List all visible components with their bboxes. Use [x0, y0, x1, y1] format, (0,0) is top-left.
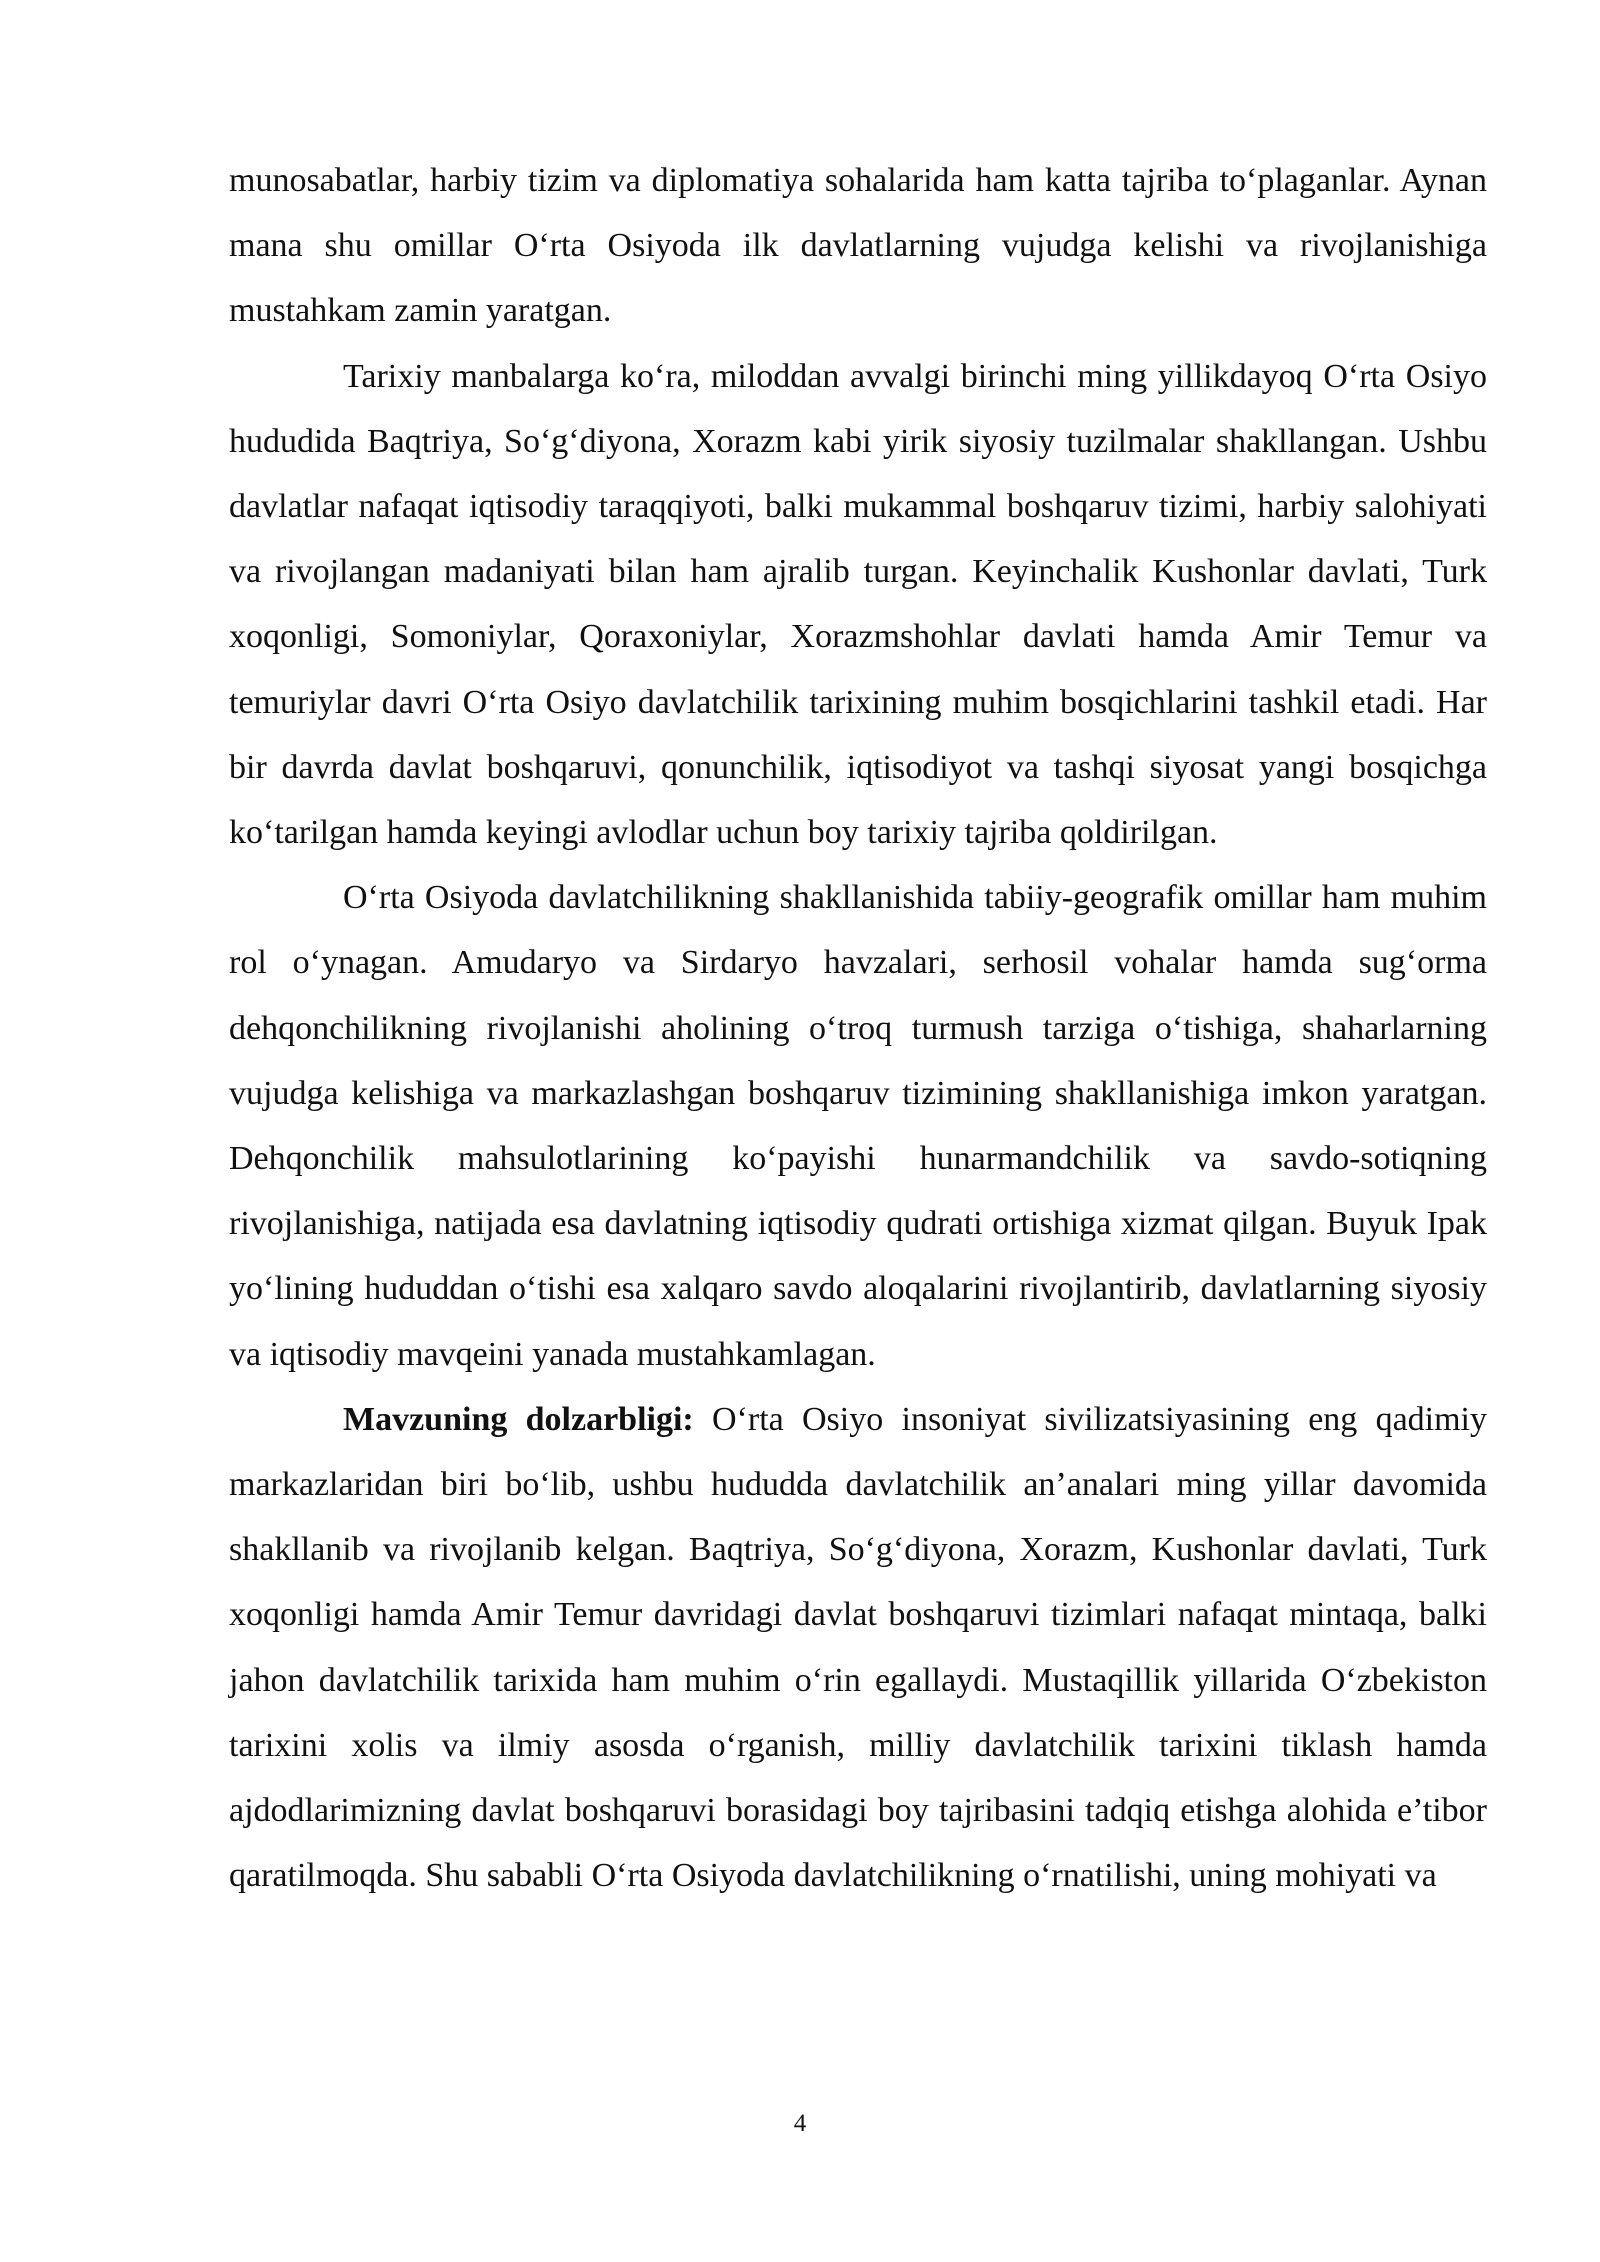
paragraph-relevance [229, 1387, 1487, 1909]
page-number: 4 [793, 2110, 807, 2137]
paragraph-historical-sources: Tarixiy manbalarga ko‘ra, miloddan avvalgi birinchi ming yillikdayoq O‘rta Osiyo hududida Baqtriya, So‘g‘diyona, Xorazm kabi yirik siyosiy tuzilmalar shakllangan. Ushbu davlatlar nafaqat iqtisodiy taraqqiyoti, balki mukammal boshqaruv tizimi, harbiy salohiyati va rivojlangan madaniyati bilan ham ajralib turgan. Keyinchalik Kushonlar davlati, Turk xoqonligi, Somoniylar, Qoraxoniylar, Xorazmshohlar davlati hamda Amir Temur va temuriylar davri O‘rta Osiyo davlatchilik tarixining muhim bosqichlarini tashkil etadi. Har bir davrda davlat boshqaruvi, qonunchilik, iqtisodiyot va tashqi siyosat yangi bosqichga ko‘tarilgan hamda keyingi avlodlar uchun boy tarixiy tajriba qoldirilgan. [229, 357, 1487, 852]
paragraph-continuation: munosabatlar, harbiy tizim va diplomatiya sohalarida ham katta tajriba to‘plaganlar. Aynan mana shu omillar O‘rta Osiyoda ilk davlatlarning vujudga kelishi va rivojlanishiga mustahkam zamin yaratgan. [229, 162, 1487, 330]
body-text [229, 148, 1487, 1908]
paragraph-geographic-factors: O‘rta Osiyoda davlatchilikning shakllanishida tabiiy-geografik omillar ham muhim rol o‘ynagan. Amudaryo va Sirdaryo havzalari, serhosil vohalar hamda sug‘orma dehqonchilikning rivojlanishi aholining o‘troq turmush tarziga o‘tishiga, shaharlarning vujudga kelishiga va markazlashgan boshqaruv tizimining shakllanishiga imkon yaratgan. Dehqonchilik mahsulotlarining ko‘payishi hunarmandchilik va savdo-sotiqning rivojlanishiga, natijada esa davlatning iqtisodiy qudrati ortishiga xizmat qilgan. Buyuk Ipak yo‘lining hududdan o‘tishi esa xalqaro savdo aloqalarini rivojlantirib, davlatlarning siyosiy va iqtisodiy mavqeini yanada mustahkamlagan. [229, 879, 1487, 1373]
relevance-heading: Mavzuning dolzarbligi: [343, 1400, 694, 1438]
relevance-text: O‘rta Osiyo insoniyat sivilizatsiyasining eng qadimiy markazlaridan biri bo‘lib, ushbu hududda davlatchilik an’analari ming yillar davomida shakllanib va rivojlanib kelgan. Baqtriya, So‘g‘diyona, Xorazm, Kushonlar davlati, Turk xoqonligi hamda Amir Temur davridagi davlat boshqaruvi tizimlari nafaqat mintaqa, balki jahon davlatchilik tarixida ham muhim o‘rin egallaydi. Mustaqillik yillarida O‘zbekiston tarixini xolis va ilmiy asosda o‘rganish, milliy davlatchilik tarixini tiklash hamda ajdodlarimizning davlat boshqaruvi borasidagi boy tajribasini tadqiq etishga alohida e’tibor qaratilmoqda. Shu sababli O‘rta Osiyoda davlatchilikning o‘rnatilishi, uning mohiyati va [229, 1400, 1488, 1895]
